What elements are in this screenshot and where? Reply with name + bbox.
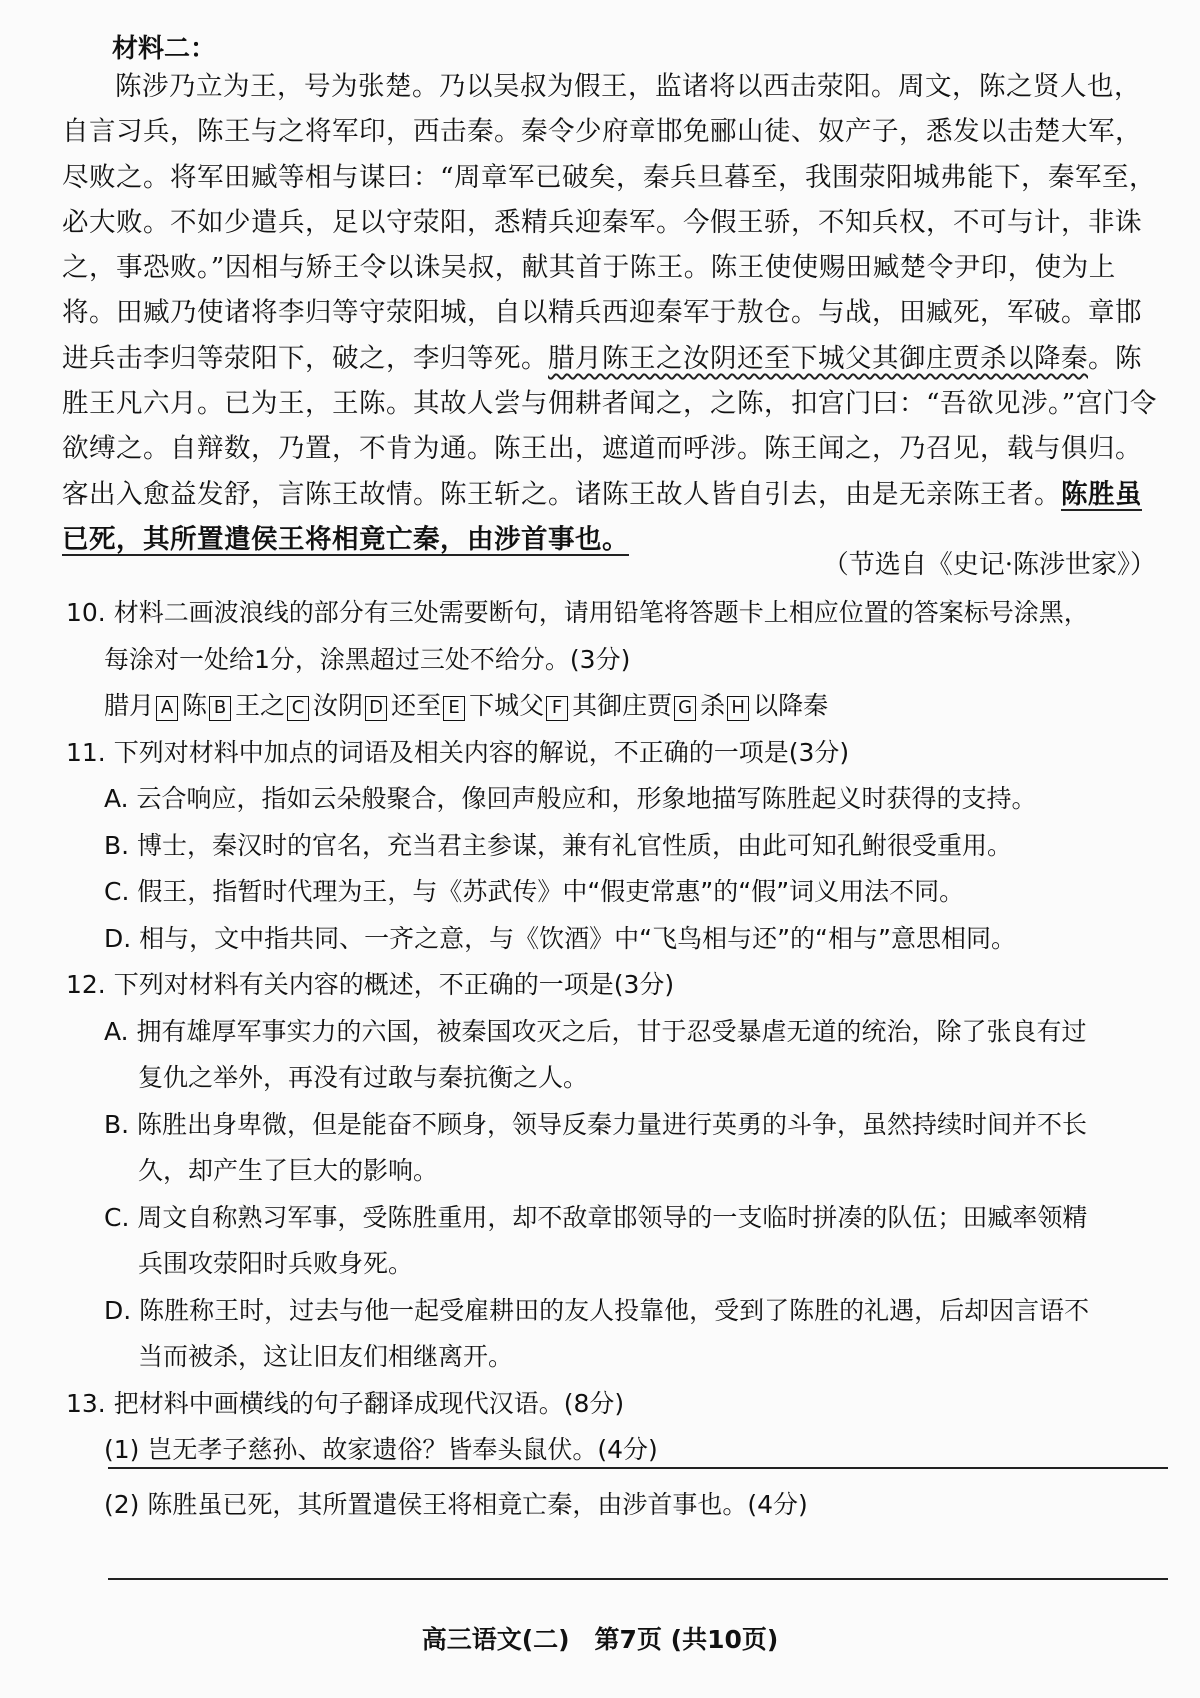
- q12-option-a: A. 拥有雄厚军事实力的六国，被秦国攻灭之后，甘于忍受暴虐无道的统治，除了张良有过: [104, 1016, 1087, 1046]
- wavy-underlined-sentence: 腊月陈王之汝阴还至下城父其御庄贾杀以降秦: [548, 342, 1088, 374]
- passage-source: （节选自《史记·陈涉世家》）: [822, 550, 1156, 580]
- q10-stem: 10. 材料二画波浪线的部分有三处需要断句，请用铅笔将答题卡上相应位置的答案标号涂黑，: [66, 598, 1089, 627]
- material-passage: [62, 64, 1162, 562]
- mark-box: A: [156, 696, 178, 721]
- material-title: 材料二：: [112, 34, 217, 64]
- segment: 汝阴: [313, 691, 364, 720]
- segment: 其御庄贾: [572, 691, 673, 720]
- passage-text-mid: 。陈胜王凡六月。已为王，王陈。其故人尝与佣耕者闻之，之陈，扣宫门曰：“吾欲见涉。”宫门令欲缚之。自辩数，乃置，不肯为通。陈王出，遮道而呼涉。陈王闻之，乃召见，载与俱归。客出入愈益发舒，言陈王故情。陈王斩之。诸陈王故人皆自引去，由是无亲陈王者。: [62, 342, 1157, 510]
- page-footer: 高三语文(二) 第7页 (共10页): [421, 1625, 779, 1654]
- mark-box: G: [674, 696, 696, 721]
- q12-option-d-cont: 当而被杀，这让旧友们相继离开。: [138, 1342, 514, 1371]
- q13-item-2: (2) 陈胜虽已死，其所置遣侯王将相竟亡秦，由涉首事也。(4分): [104, 1490, 808, 1519]
- q11-option-d: D. 相与，文中指共同、一齐之意，与《饮酒》中“飞鸟相与还”的“相与”意思相同。: [104, 923, 1016, 953]
- segment: 还至: [391, 691, 442, 720]
- mark-box: F: [546, 696, 568, 721]
- answer-line-2[interactable]: [108, 1578, 1168, 1580]
- questions: [66, 590, 1166, 1474]
- q11-option-b: B. 博士，秦汉时的官名，充当君主参谋，兼有礼官性质，由此可知孔鲋很受重用。: [104, 830, 1013, 860]
- mark-box: D: [365, 696, 387, 721]
- passage-text-pre: 陈涉乃立为王，号为张楚。乃以吴叔为假王，监诸将以西击荥阳。周文，陈之贤人也，自言习兵，陈王与之将军印，西击秦。秦令少府章邯免郦山徒、奴产子，悉发以击楚大军，尽败之。将军田臧等相与谋曰：“周章军已破矣，秦兵旦暮至，我围荥阳城弗能下，秦军至，必大败。不如少遣兵，足以守荥阳，悉精兵迎秦军。今假王骄，不知兵权，不可与计，非诛之，事恐败。”因相与矫王令以诛吴叔，献其首于陈王。陈王使使赐田臧楚令尹印，使为上将。田臧乃使诸将李归等守荥阳城，自以精兵西迎秦军于敖仓。与战，田臧死，军破。章邯进兵击李归等荥阳下，破之，李归等死。: [62, 71, 1157, 374]
- q12-option-c-cont: 兵围攻荥阳时兵败身死。: [138, 1249, 414, 1278]
- mark-box: H: [727, 696, 749, 721]
- answer-line-1[interactable]: [108, 1467, 1168, 1469]
- q12-option-b: B. 陈胜出身卑微，但是能奋不顾身，领导反秦力量进行英勇的斗争，虽然持续时间并不长: [104, 1109, 1088, 1139]
- q12-option-d: D. 陈胜称王时，过去与他一起受雇耕田的友人投靠他，受到了陈胜的礼遇，后却因言语不: [104, 1295, 1090, 1325]
- segment: 腊月: [104, 691, 155, 720]
- q13-item-2-wrap: [66, 1482, 1166, 1529]
- segment: 陈: [182, 691, 208, 720]
- q10-segments: [66, 683, 1166, 730]
- q11-option-a: A. 云合响应，指如云朵般聚合，像回声般应和，形象地描写陈胜起义时获得的支持。: [104, 784, 1037, 813]
- q12-option-c: C. 周文自称熟习军事，受陈胜重用，却不敌章邯领导的一支临时拼凑的队伍；田臧率领精: [104, 1202, 1088, 1232]
- mark-box: C: [287, 696, 309, 721]
- segment: 王之: [235, 691, 286, 720]
- segment: 下城父: [469, 691, 545, 720]
- q13-item-1: (1) 岂无孝子慈孙、故家遗俗？皆奉头鼠伏。(4分): [104, 1435, 658, 1464]
- q12-stem: 12. 下列对材料有关内容的概述，不正确的一项是(3分): [66, 970, 675, 999]
- mark-box: B: [209, 696, 231, 721]
- q12-option-a-cont: 复仇之举外，再没有过敢与秦抗衡之人。: [138, 1063, 589, 1092]
- underlined-sentence: 陈胜虽已死，其所置遣侯王将相竟亡秦，由涉首事也。: [62, 478, 1142, 555]
- q10-stem-cont: 每涂对一处给1分，涂黑超过三处不给分。(3分): [104, 644, 631, 674]
- q12-option-b-cont: 久，却产生了巨大的影响。: [138, 1156, 439, 1185]
- q11-option-c: C. 假王，指暂时代理为王，与《苏武传》中“假吏常惠”的“假”词义用法不同。: [104, 877, 965, 906]
- segment: 杀: [700, 691, 726, 720]
- passage-paragraph: [62, 64, 1162, 562]
- mark-box: E: [443, 696, 465, 721]
- q13-stem: 13. 把材料中画横线的句子翻译成现代汉语。(8分): [66, 1388, 625, 1418]
- segment: 以降秦: [753, 691, 829, 720]
- q11-stem: 11. 下列对材料中加点的词语及相关内容的解说，不正确的一项是(3分): [66, 737, 850, 767]
